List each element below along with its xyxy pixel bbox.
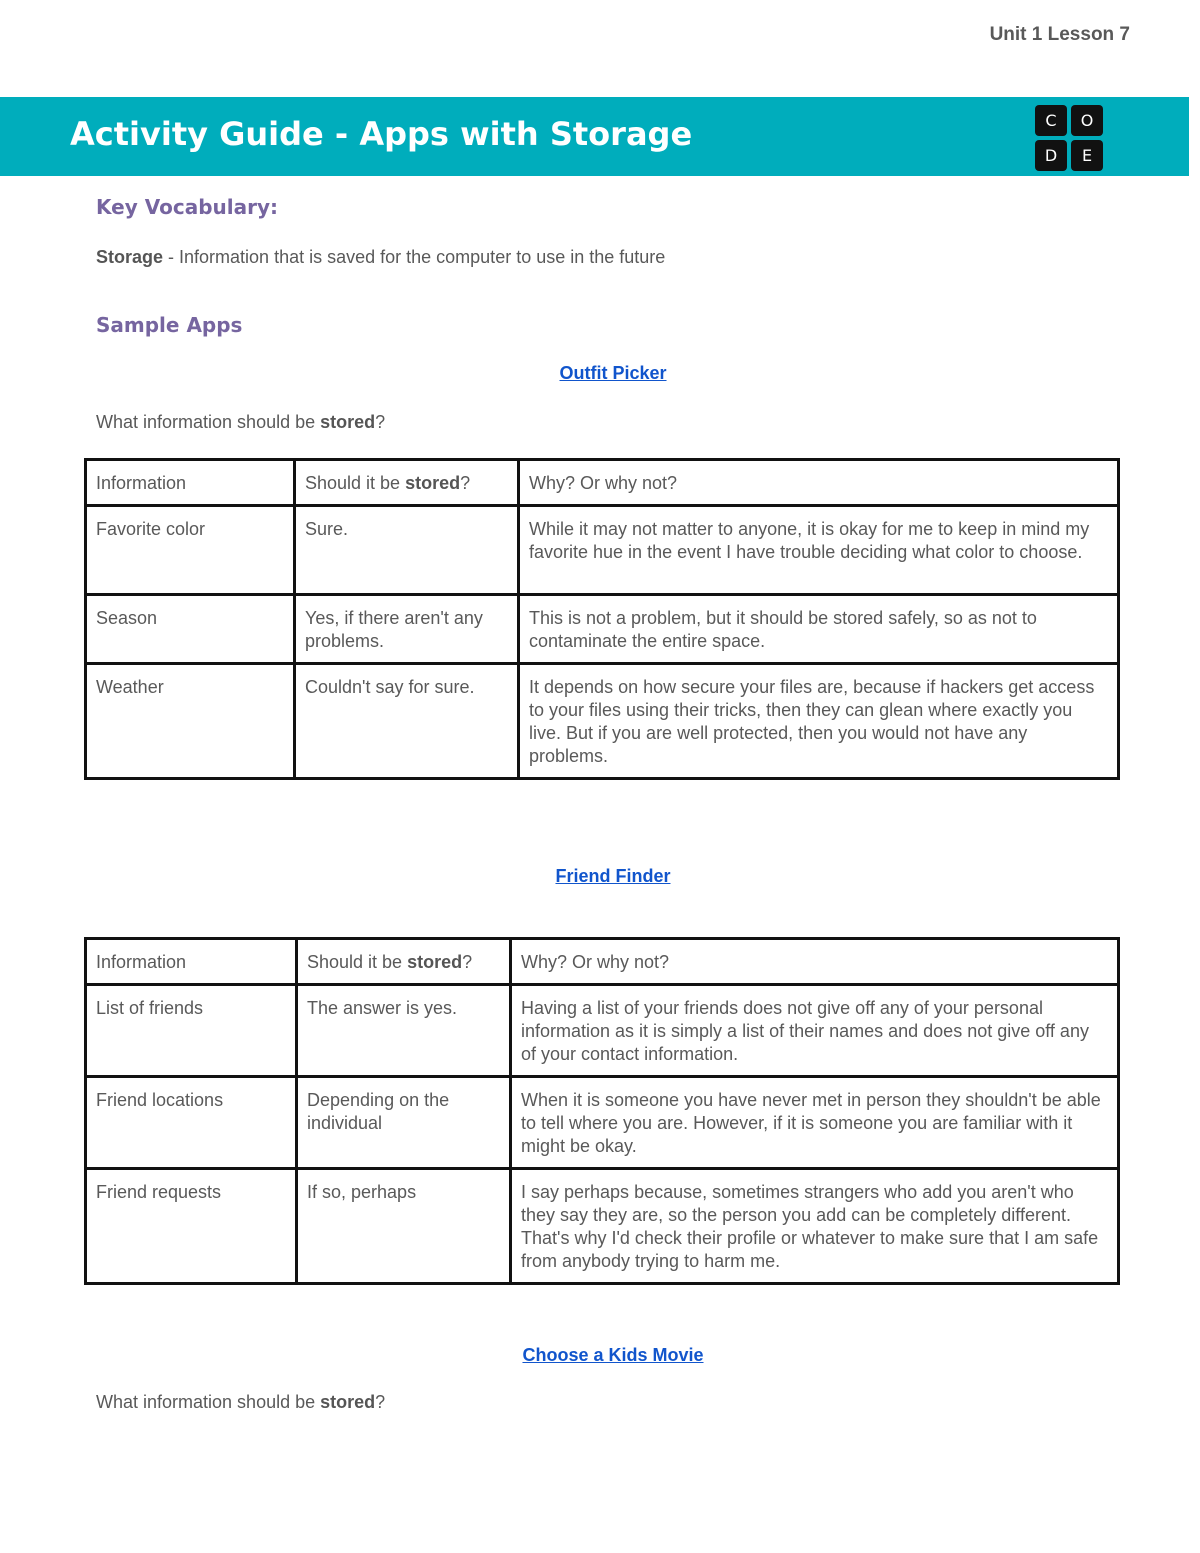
table-row [86,595,1119,664]
cell-why: It depends on how secure your files are, because if hackers get access to your files using their tricks, then they can glean where exactly you live. But if you are well protected, then you would not have any problems. [519,664,1119,779]
vocabulary-term: Storage [96,247,164,267]
header-should-prefix: Should it be [305,473,406,493]
header-why: Why? Or why not? [511,939,1119,985]
cell-info: Favorite color [86,506,295,595]
header-information: Information [86,460,295,506]
cell-why: Having a list of your friends does not give off any of your personal information as it is simply a list of their names and does not give off any of your contact information. [511,985,1119,1077]
question-bold: stored [320,412,376,432]
title-banner [0,97,1189,176]
header-should-bold: stored [407,952,463,972]
table-row [86,1077,1119,1169]
logo-letter-d: D [1035,140,1067,171]
cell-info: List of friends [86,985,297,1077]
friend-finder-link[interactable]: Friend Finder [555,866,671,886]
header-why: Why? Or why not? [519,460,1119,506]
cell-info: Friend requests [86,1169,297,1284]
cell-stored: Yes, if there aren't any problems. [295,595,519,664]
outfit-picker-table [84,458,1120,780]
header-information: Information [86,939,297,985]
cell-why: While it may not matter to anyone, it is okay for me to keep in mind my favorite hue in the event I have trouble deciding what color to choose. [519,506,1119,595]
header-should-bold: stored [405,473,461,493]
choose-kids-movie-link[interactable]: Choose a Kids Movie [522,1345,704,1365]
header-should-store [297,939,511,985]
page-title: Activity Guide - Apps with Storage [70,115,693,153]
table-header-row [86,939,1119,985]
cell-info: Season [86,595,295,664]
cell-stored: Sure. [295,506,519,595]
friend-finder-table [84,937,1120,1285]
cell-why: This is not a problem, but it should be stored safely, so as not to contaminate the entire space. [519,595,1119,664]
table-header-row [86,460,1119,506]
logo-letter-e: E [1071,140,1103,171]
question-prefix: What information should be [96,1392,321,1412]
table-row [86,985,1119,1077]
cell-stored: Couldn't say for sure. [295,664,519,779]
cell-info: Weather [86,664,295,779]
question-suffix: ? [375,1392,386,1412]
cell-info: Friend locations [86,1077,297,1169]
header-should-suffix: ? [462,952,473,972]
question-prefix: What information should be [96,412,321,432]
code-org-logo [1035,105,1105,171]
question-bold: stored [320,1392,376,1412]
cell-stored: The answer is yes. [297,985,511,1077]
logo-letter-o: O [1071,105,1103,136]
question-suffix: ? [375,412,386,432]
key-vocabulary-heading: Key Vocabulary: [96,195,278,219]
table-row [86,664,1119,779]
vocabulary-definition-text: - Information that is saved for the computer to use in the future [163,247,666,267]
table-row [86,506,1119,595]
header-should-store [295,460,519,506]
header-should-suffix: ? [460,473,471,493]
vocabulary-definition [96,247,665,268]
cell-why: When it is someone you have never met in person they shouldn't be able to tell where you are. However, if it is someone you are familiar with it might be okay. [511,1077,1119,1169]
cell-why: I say perhaps because, sometimes strangers who add you aren't who they say they are, so the person you add can be completely different. That's why I'd check their profile or whatever to make sure that I am safe from anybody trying to harm me. [511,1169,1119,1284]
outfit-picker-link[interactable]: Outfit Picker [559,363,667,383]
logo-letter-c: C [1035,105,1067,136]
stored-question [96,412,385,433]
table-row [86,1169,1119,1284]
stored-question [96,1392,385,1413]
cell-stored: Depending on the individual [297,1077,511,1169]
sample-apps-heading: Sample Apps [96,313,243,337]
cell-stored: If so, perhaps [297,1169,511,1284]
header-should-prefix: Should it be [307,952,408,972]
unit-lesson-label: Unit 1 Lesson 7 [989,24,1130,45]
